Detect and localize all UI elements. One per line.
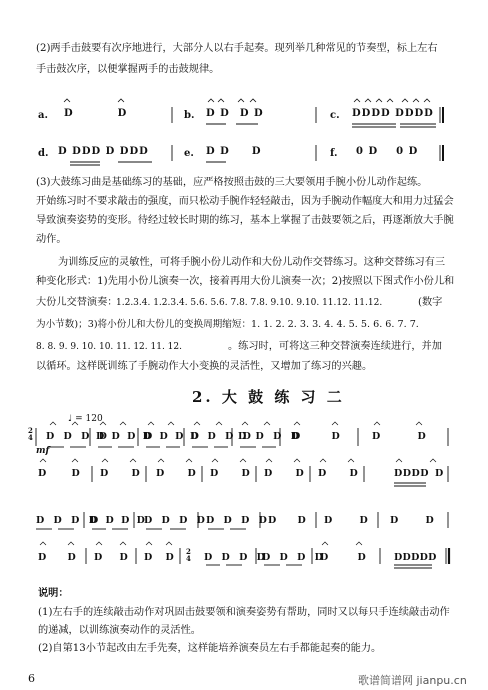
measure: D D D D: [46, 431, 107, 442]
measure: D D: [318, 468, 358, 479]
dynamic-mark: mf: [36, 446, 50, 456]
time-signature: 2 4: [28, 426, 33, 442]
measure: D D: [292, 431, 340, 442]
paragraph-line: 开始练习时不要求敲击的强度，而只松动手腕作轻轻敲击，因为手腕动作幅度大和用力过猛会: [36, 196, 454, 207]
measure: D D D D: [36, 515, 97, 526]
paragraph-line: 手击鼓次序，以便掌握两手的击鼓规律。: [36, 64, 220, 75]
pattern-label-e: e.: [184, 148, 194, 159]
pattern-notes-b: D D D D: [206, 108, 264, 119]
notes-heading: 说明：: [38, 587, 69, 599]
pattern-notes-e: D D D: [206, 146, 262, 157]
paragraph-line: (3)大鼓练习曲是基础练习的基础，应严格按照击鼓的三大要领用手腕小份儿动作起练。: [36, 177, 428, 188]
alternation-scheme-short: 8. 8. 9. 9. 10. 10. 11. 12. 11. 12.: [36, 342, 182, 352]
paragraph-line: 种变化形式：1)先用小份儿演奏一次，接着再用大份儿演奏一次；2)按照以下图式作小份儿和: [36, 276, 455, 287]
page-number: 6: [28, 672, 35, 685]
measure: D D: [38, 552, 76, 563]
measure: DDDD D: [394, 468, 444, 479]
measure: D D: [268, 515, 306, 526]
watermark: 歌谱简谱网 jianpu.cn: [358, 674, 467, 687]
measure: D D D D: [144, 431, 199, 442]
paragraph-line: 。练习时，可将这三种交替演奏连续进行，并加: [228, 341, 442, 352]
paragraph-line: (数字: [418, 297, 443, 308]
alternation-scheme: 1.2.3.4. 1.2.3.4. 5.6. 5.6. 7.8. 7.8. 9.10. 9.10. 11.12. 11.12.: [116, 298, 383, 308]
measure: D D: [324, 515, 368, 526]
note-line: 的递减，以训练演奏动作的灵活性。: [38, 625, 201, 636]
pattern-label-f: f.: [330, 148, 338, 159]
measure: D D: [100, 468, 140, 479]
measure: DDDDD: [394, 552, 437, 563]
measure: D D D D: [190, 431, 251, 442]
paragraph-line: 为训练反应的灵敏性，可将手腕小份儿动作和大份儿动作交替练习。这种交替练习有三: [58, 257, 446, 268]
paragraph-line: 以循环。这样既训练了手腕动作大小变换的灵活性，又增加了练习的兴趣。: [36, 361, 373, 372]
pattern-notes-a: D D: [64, 108, 128, 119]
time-signature: 2 4: [186, 547, 191, 563]
pattern-notes-f: 0 D 0 D: [356, 146, 419, 157]
measure: D D D D: [206, 515, 267, 526]
measure: D D: [372, 431, 426, 442]
measure: D D: [390, 515, 434, 526]
note-line: (1)左右手的连续敲击动作对巩固击鼓要领和演奏姿势有帮助，同时又以每只手连续敲击动作: [38, 607, 450, 618]
pattern-label-b: b.: [184, 110, 195, 121]
measure: D D D D: [204, 552, 265, 563]
pattern-notes-d: D DDD D DDD: [58, 146, 149, 157]
measure: D D: [38, 468, 80, 479]
measure: D D: [264, 468, 304, 479]
note-line: (2)自第13小节起改由左手先奏，这样能培养演奏员左右手都能起奏的能力。: [38, 643, 382, 654]
measure: D D D D: [90, 515, 145, 526]
paragraph-line: 为小节数)；3)将小份儿和大份儿的变换周期缩短：1. 1. 2. 2. 3. 3. 4. 4. 5. 5. 6. 6. 7. 7.: [36, 319, 419, 330]
measure: D D: [320, 552, 366, 563]
paragraph-line: 导致演奏姿势的变形。待经过较长时期的练习，基本上掌握了击鼓要领之后，再逐渐放大手腕: [36, 215, 454, 226]
measure: D D: [94, 552, 128, 563]
paragraph-line: (2)两手击鼓要有次序地进行，大部分人以右手起奏。现列举几种常见的节奏型，标上左右: [36, 43, 438, 54]
paragraph-line: 动作。: [36, 234, 67, 245]
measure: D D D D: [262, 552, 323, 563]
measure: D D D D: [238, 431, 299, 442]
section-title: 2. 大 鼓 练 习 二: [192, 388, 345, 406]
measure: D D D D: [144, 515, 205, 526]
pattern-label-c: c.: [330, 110, 340, 121]
measure: D D: [156, 468, 196, 479]
measure: D D: [210, 468, 250, 479]
pattern-notes-c: DDDD DDDD: [352, 108, 434, 119]
pattern-label-d: d.: [38, 148, 49, 159]
measure: D D: [144, 552, 174, 563]
paragraph-line: 大份儿交替演奏：: [36, 297, 118, 308]
pattern-label-a: a.: [38, 110, 48, 121]
tempo-marking: ♩ = 120: [68, 414, 103, 424]
measure: D D D D: [96, 431, 151, 442]
